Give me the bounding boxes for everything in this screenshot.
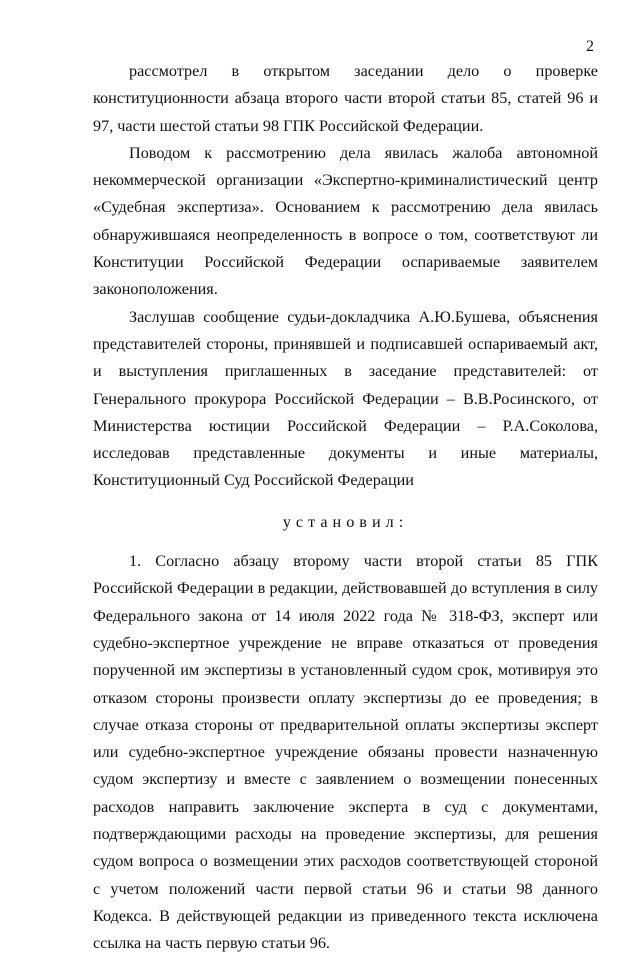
paragraph-consideration: рассмотрел в открытом заседании дело о проверке конституционности абзаца второго части второй статьи 85, статей 96 и 97, части шестой статьи 98 ГПК Российской Федерации. (93, 62, 598, 135)
section-heading: установил: (282, 512, 409, 531)
page-number: 2 (586, 38, 594, 55)
paragraph-section-1: 1. Согласно абзацу второму части второй статьи 85 ГПК Российской Федерации в редакции, действовавшей до вступления в силу Федерального закона от 14 июля 2022 года № 318-ФЗ, эксперт или судебно-экспертное учреждение не вправе отказаться от проведения порученной им экспертизы в установленный судом срок, мотивируя это отказом стороны произвести оплату экспертизы до ее проведения; в случае отказа стороны от предварительной оплаты экспертизы эксперт или судебно-экспертное учреждение обязаны провести назначенную судом экспертизу и вместе с заявлением о возмещении понесенных расходов направить заключение эксперта в суд с документами, подтверждающими расходы на проведение экспертизы, для решения судом вопроса о возмещении этих расходов соответствующей стороной с учетом положений части первой статьи 96 и статьи 98 данного Кодекса. В действующей редакции из приведенного текста исключена ссылка на часть первую статьи 96. (93, 552, 598, 953)
document-body (93, 58, 598, 958)
paragraph-hearing: Заслушав сообщение судьи-докладчика А.Ю.Бушева, объяснения представителей стороны, принявшей и подписавшей оспариваемый акт, и выступления приглашенных в заседание представителей: от Генерального прокурора Российской Федерации – В.В.Росинского, от Министерства юстиции Российской Федерации – Р.А.Соколова, исследовав представленные документы и иные материалы, Конституционный Суд Российской Федерации (93, 307, 598, 490)
paragraph-grounds: Поводом к рассмотрению дела явилась жалоба автономной некоммерческой организации «Экспертно-криминалистический центр «Судебная экспертиза». Основанием к рассмотрению дела явилась обнаружившаяся неопределенность в вопросе о том, соответствуют ли Конституции Российской Федерации оспариваемые заявителем законоположения. (93, 143, 598, 299)
